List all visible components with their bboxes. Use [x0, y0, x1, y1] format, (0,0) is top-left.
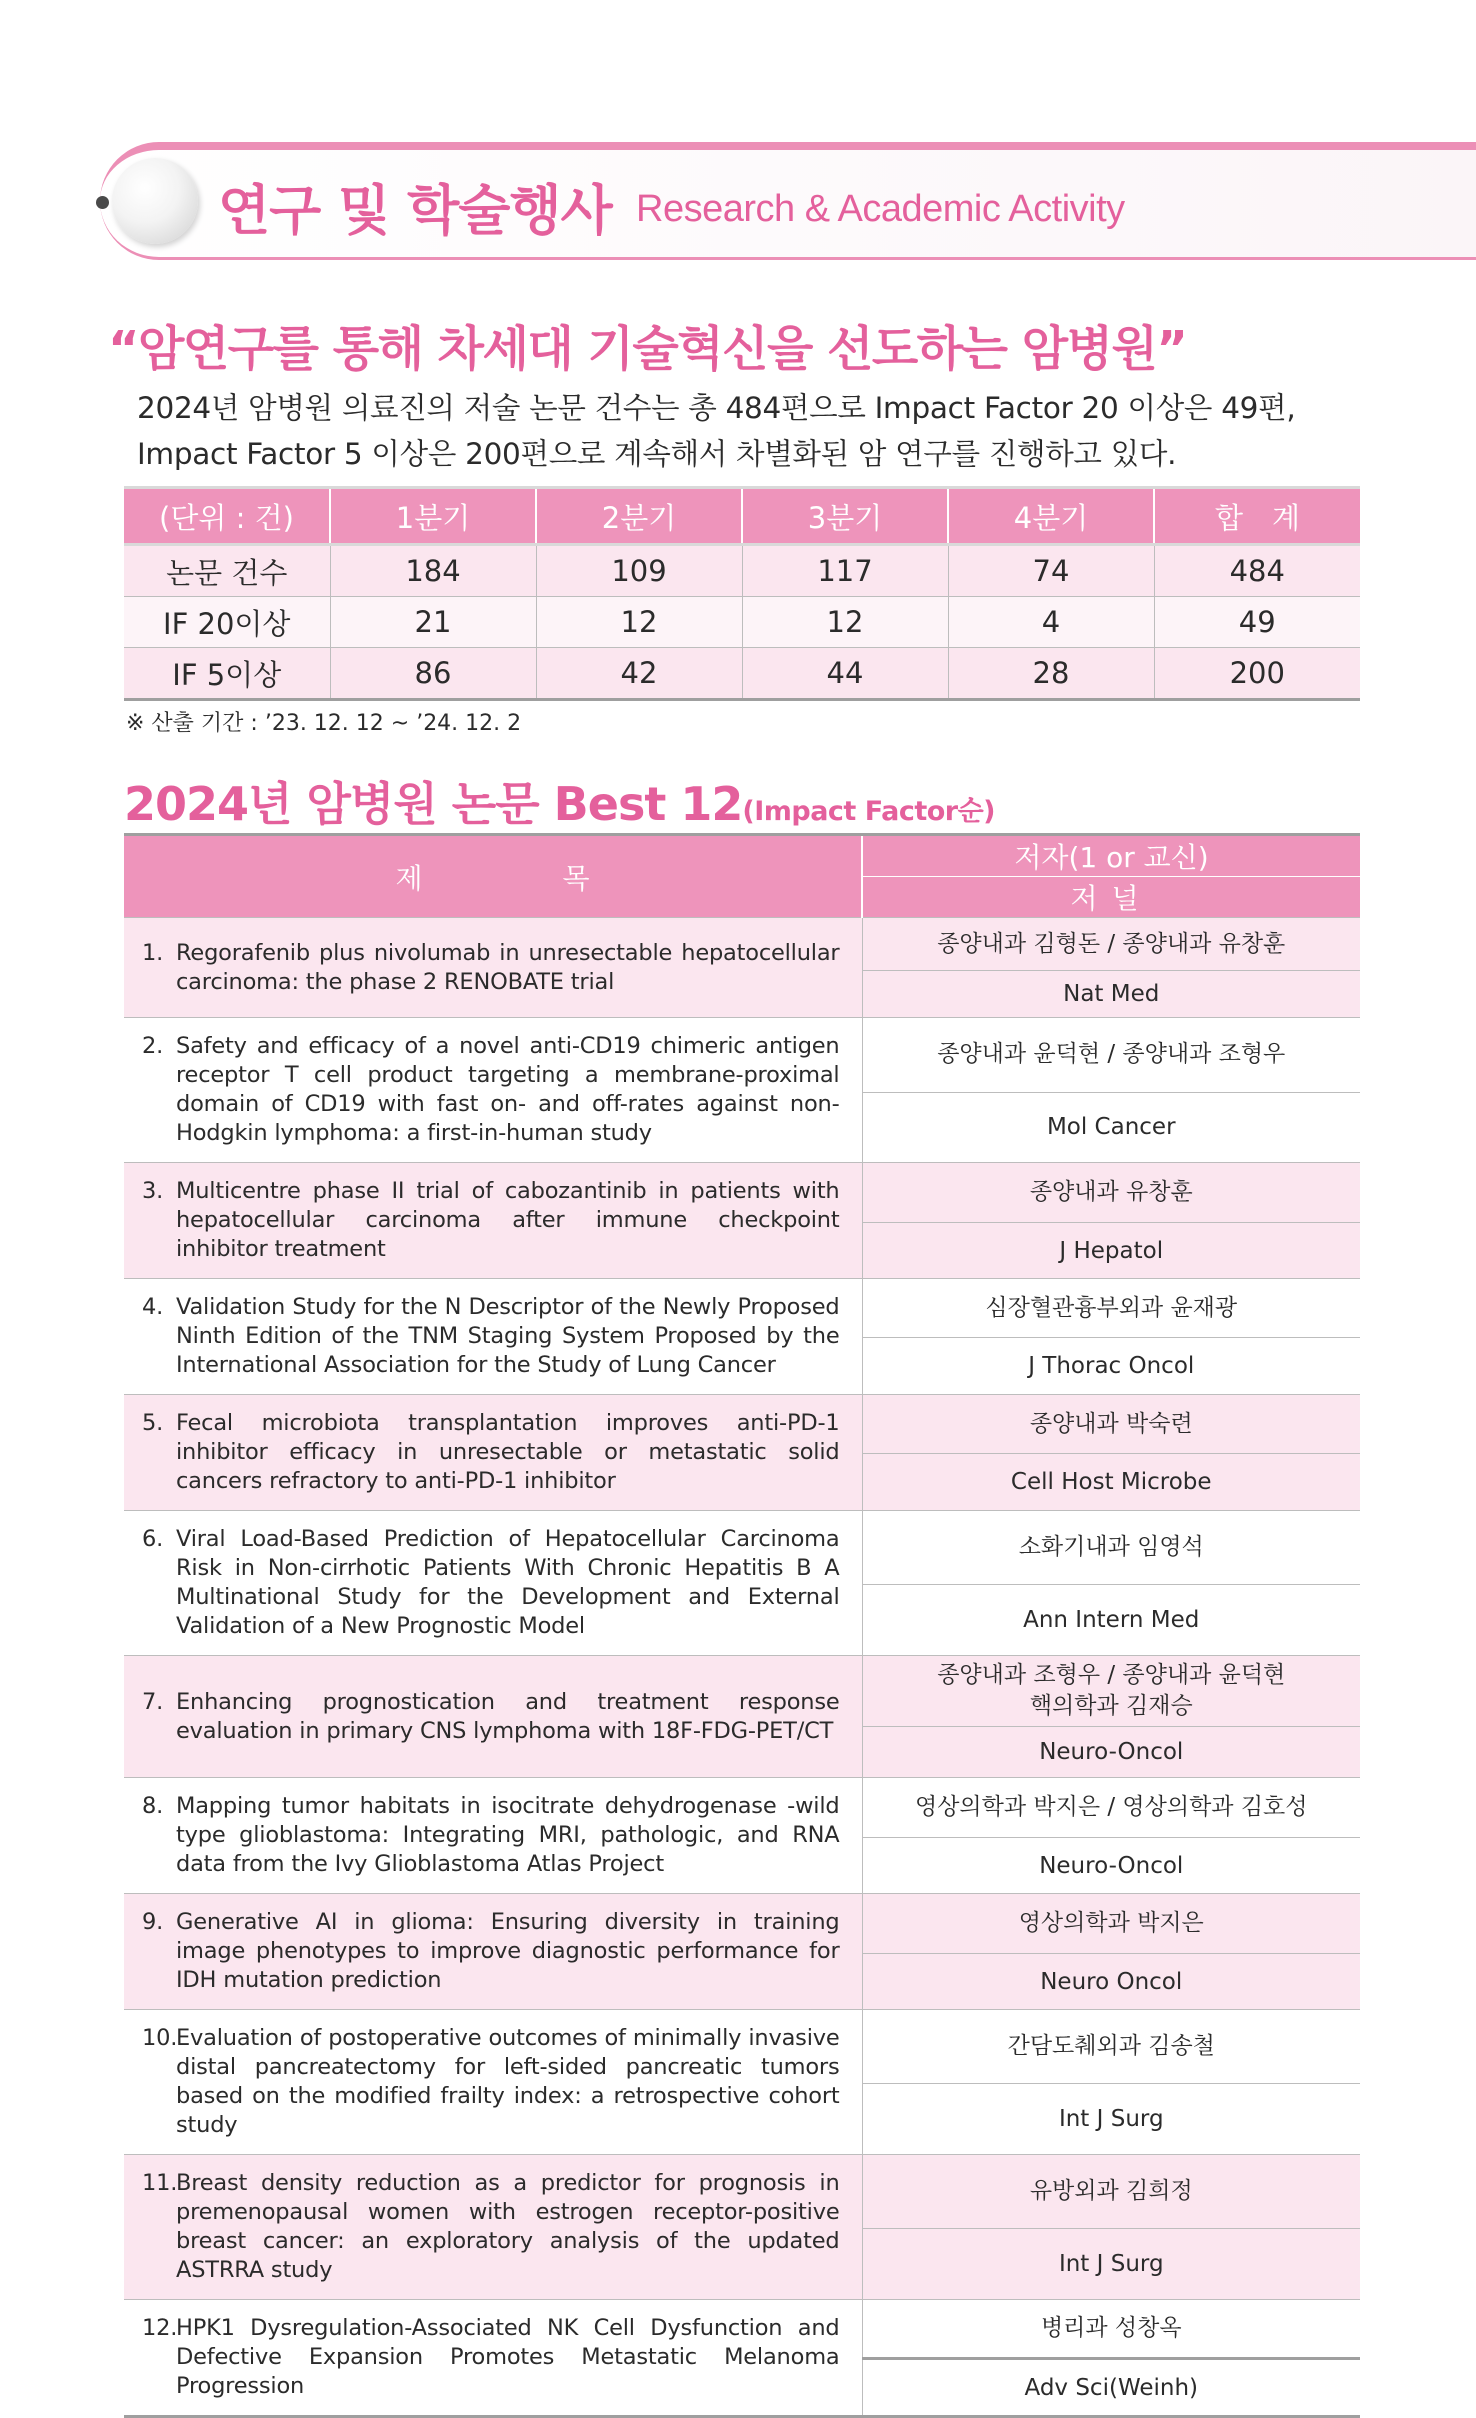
- paper-title-cell: [124, 1279, 862, 1395]
- paper-number: 6.: [142, 1526, 164, 1552]
- paper-row: [124, 918, 1360, 971]
- paper-number: 8.: [142, 1793, 164, 1819]
- paper-author-cell: [862, 1778, 1360, 1838]
- intro-line-2: Impact Factor 5 이상은 200편으로 계속해서 차별화된 암 연구를 진행하고 있다.: [137, 437, 1177, 471]
- intro-paragraph: [137, 385, 1357, 477]
- paper-journal: Nat Med: [862, 971, 1360, 1018]
- paper-row: [124, 1656, 1360, 1727]
- paper-author-cell: [862, 1511, 1360, 1585]
- summary-header-q4: 4분기: [948, 488, 1154, 545]
- paper-title-cell: [124, 2010, 862, 2155]
- paper-author: 영상의학과 박지은: [1018, 1910, 1204, 1937]
- paper-author-cell: [862, 2300, 1360, 2359]
- paper-row: [124, 1395, 1360, 1454]
- paper-author: 유방외과 김희정: [1029, 2178, 1193, 2204]
- paper-title: Fecal microbiota transplantation improves anti-PD-1 inhibitor efficacy in unresectable or metastatic solid cancers refractory to anti-PD-1 inhibitor: [176, 1410, 840, 1494]
- paper-number: 7.: [142, 1688, 164, 1715]
- paper-title-cell: [124, 1163, 862, 1279]
- summary-header-q1: 1분기: [330, 488, 536, 545]
- paper-title-cell: [124, 1511, 862, 1656]
- publication-summary-table: [124, 486, 1360, 701]
- paper-number: 1.: [142, 939, 164, 966]
- paper-title-cell: [124, 1395, 862, 1511]
- paper-number: 4.: [142, 1294, 164, 1320]
- paper-title: Generative AI in glioma: Ensuring diversity in training image phenotypes to improve diagnostic performance for IDH mutation prediction: [176, 1909, 840, 1993]
- column-header-title: 제 목: [124, 835, 862, 918]
- best-papers-title: 2024년 암병원 논문 Best 12: [124, 777, 743, 831]
- paper-author-cell: [862, 1656, 1360, 1727]
- paper-row: [124, 2155, 1360, 2229]
- paper-journal: Adv Sci(Weinh): [862, 2359, 1360, 2417]
- summary-header-q3: 3분기: [742, 488, 948, 545]
- paper-title: Evaluation of postoperative outcomes of minimally invasive distal pancreatectomy for left-sided pancreatic tumors based on the modified frailty index: a retrospective cohort study: [176, 2025, 840, 2138]
- paper-title: HPK1 Dysregulation-Associated NK Cell Dysfunction and Defective Expansion Promotes Metastatic Melanoma Progression: [176, 2315, 840, 2399]
- paper-number: 9.: [142, 1909, 164, 1935]
- paper-journal: Cell Host Microbe: [862, 1454, 1360, 1511]
- paper-title-cell: [124, 1778, 862, 1894]
- paper-number: 3.: [142, 1178, 164, 1204]
- paper-title-cell: [124, 918, 862, 1018]
- paper-journal: Neuro-Oncol: [862, 1838, 1360, 1894]
- paper-title-cell: [124, 2300, 862, 2417]
- paper-author: 종양내과 김형돈 / 종양내과 유창훈: [937, 930, 1286, 957]
- paper-row: [124, 1163, 1360, 1223]
- intro-line-1: 2024년 암병원 의료진의 저술 논문 건수는 총 484편으로 Impact Factor 20 이상은 49편,: [137, 391, 1296, 425]
- summary-row-if5: [124, 648, 1360, 700]
- paper-row: [124, 1018, 1360, 1093]
- header-circle-ornament: [112, 158, 198, 244]
- paper-journal: Ann Intern Med: [862, 1585, 1360, 1656]
- paper-author: 심장혈관흉부외과 윤재광: [985, 1294, 1238, 1321]
- summary-cell: 12: [536, 597, 742, 648]
- summary-row-papers: [124, 545, 1360, 597]
- paper-author-cell: [862, 1395, 1360, 1454]
- paper-author: 영상의학과 박지은 / 영상의학과 김호성: [915, 1794, 1308, 1821]
- paper-author-cell: [862, 1163, 1360, 1223]
- paper-author-secondary: 핵의학과 김재승: [1029, 1693, 1193, 1719]
- paper-author-cell: [862, 2155, 1360, 2229]
- summary-row-if20: [124, 597, 1360, 648]
- paper-journal: Int J Surg: [862, 2229, 1360, 2300]
- paper-row: [124, 1778, 1360, 1838]
- paper-author-cell: [862, 918, 1360, 971]
- summary-cell: 117: [742, 545, 948, 597]
- headline-quote: “암연구를 통해 차세대 기술혁신을 선도하는 암병원”: [108, 321, 1187, 377]
- paper-title: Validation Study for the N Descriptor of the Newly Proposed Ninth Edition of the TNM Staging System Proposed by the International Association for the Study of Lung Cancer: [176, 1294, 840, 1378]
- summary-cell: 28: [948, 648, 1154, 700]
- paper-title: Enhancing prognostication and treatment response evaluation in primary CNS lymphoma with 18F-FDG-PET/CT: [176, 1688, 840, 1744]
- summary-cell: 4: [948, 597, 1154, 648]
- paper-author: 병리과 성창옥: [1040, 2315, 1182, 2342]
- summary-header-q2: 2분기: [536, 488, 742, 545]
- paper-row: [124, 2010, 1360, 2084]
- paper-journal: J Thorac Oncol: [862, 1338, 1360, 1395]
- paper-number: 12.: [142, 2315, 178, 2341]
- paper-title: Breast density reduction as a predictor for prognosis in premenopausal women with estrogen receptor-positive breast cancer: an exploratory analysis of the updated ASTRRA study: [176, 2170, 840, 2283]
- best-papers-subtitle: (Impact Factor순): [742, 796, 996, 827]
- summary-cell: 21: [330, 597, 536, 648]
- section-title-english: Research & Academic Activity: [636, 188, 1125, 230]
- paper-number: 5.: [142, 1410, 164, 1436]
- paper-title-cell: [124, 2155, 862, 2300]
- paper-author-cell: [862, 1018, 1360, 1093]
- paper-author: 종양내과 박숙련: [1029, 1410, 1193, 1437]
- summary-cell: 200: [1154, 648, 1360, 700]
- paper-author: 소화기내과 임영석: [1018, 1534, 1204, 1560]
- best-papers-table: [124, 833, 1360, 2418]
- summary-cell: 42: [536, 648, 742, 700]
- paper-title-cell: [124, 1894, 862, 2010]
- summary-cell: 49: [1154, 597, 1360, 648]
- paper-author: 간담도췌외과 김송철: [1007, 2033, 1215, 2059]
- paper-author: 종양내과 윤덕현 / 종양내과 조형우: [937, 1041, 1286, 1068]
- summary-cell: 논문 건수: [124, 545, 330, 597]
- paper-journal: Int J Surg: [862, 2084, 1360, 2155]
- paper-author-cell: [862, 2010, 1360, 2084]
- paper-row: [124, 1511, 1360, 1585]
- paper-author-cell: [862, 1894, 1360, 1954]
- paper-journal: J Hepatol: [862, 1223, 1360, 1279]
- header-bullet-dot: [96, 196, 109, 209]
- calculation-period-note: ※ 산출 기간 : ’23. 12. 12 ~ ’24. 12. 2: [126, 711, 522, 736]
- summary-header-row: [124, 488, 1360, 545]
- paper-number: 11.: [142, 2170, 178, 2196]
- summary-cell: 86: [330, 648, 536, 700]
- paper-title-cell: [124, 1018, 862, 1163]
- paper-author: 종양내과 유창훈: [1029, 1179, 1193, 1206]
- paper-title: Multicentre phase II trial of cabozantinib in patients with hepatocellular carcinoma after immune checkpoint inhibitor treatment: [176, 1178, 840, 1262]
- summary-header-unit: (단위 : 건): [124, 488, 330, 545]
- column-header-author: 저자(1 or 교신): [862, 835, 1360, 877]
- summary-cell: 109: [536, 545, 742, 597]
- paper-row: [124, 1894, 1360, 1954]
- summary-cell: 44: [742, 648, 948, 700]
- paper-author: 종양내과 조형우 / 종양내과 윤덕현: [937, 1662, 1286, 1688]
- paper-row: [124, 1279, 1360, 1338]
- best-papers-heading: [124, 768, 995, 834]
- summary-header-total: 합 계: [1154, 488, 1360, 545]
- paper-number: 10.: [142, 2025, 178, 2051]
- paper-journal: Neuro-Oncol: [862, 1727, 1360, 1778]
- paper-title: Mapping tumor habitats in isocitrate dehydrogenase -wild type glioblastoma: Integrating MRI, pathologic, and RNA data from the Ivy Glioblastoma Atlas Project: [176, 1793, 840, 1877]
- summary-cell: 74: [948, 545, 1154, 597]
- paper-journal: Neuro Oncol: [862, 1954, 1360, 2010]
- summary-cell: IF 20이상: [124, 597, 330, 648]
- best-papers-body: [124, 918, 1360, 2417]
- paper-row: [124, 2300, 1360, 2359]
- summary-cell: 484: [1154, 545, 1360, 597]
- paper-number: 2.: [142, 1033, 164, 1059]
- paper-author-cell: [862, 1279, 1360, 1338]
- column-header-journal: 저널: [862, 877, 1360, 918]
- summary-cell: 184: [330, 545, 536, 597]
- summary-cell: 12: [742, 597, 948, 648]
- paper-journal: Mol Cancer: [862, 1092, 1360, 1162]
- section-title-korean: 연구 및 학술행사: [218, 179, 612, 242]
- summary-cell: IF 5이상: [124, 648, 330, 700]
- paper-title: Viral Load-Based Prediction of Hepatocellular Carcinoma Risk in Non-cirrhotic Patients With Chronic Hepatitis B A Multinational Study for the Development and External Validation of a New Prognostic Model: [176, 1526, 840, 1639]
- paper-title: Safety and efficacy of a novel anti-CD19 chimeric antigen receptor T cell product targeting a membrane-proximal domain of CD19 with fast on- and off-rates against non-Hodgkin lymphoma: a first-in-human study: [176, 1033, 840, 1146]
- paper-title-cell: [124, 1656, 862, 1778]
- paper-title: Regorafenib plus nivolumab in unresectable hepatocellular carcinoma: the phase 2 RENOBATE trial: [176, 939, 840, 995]
